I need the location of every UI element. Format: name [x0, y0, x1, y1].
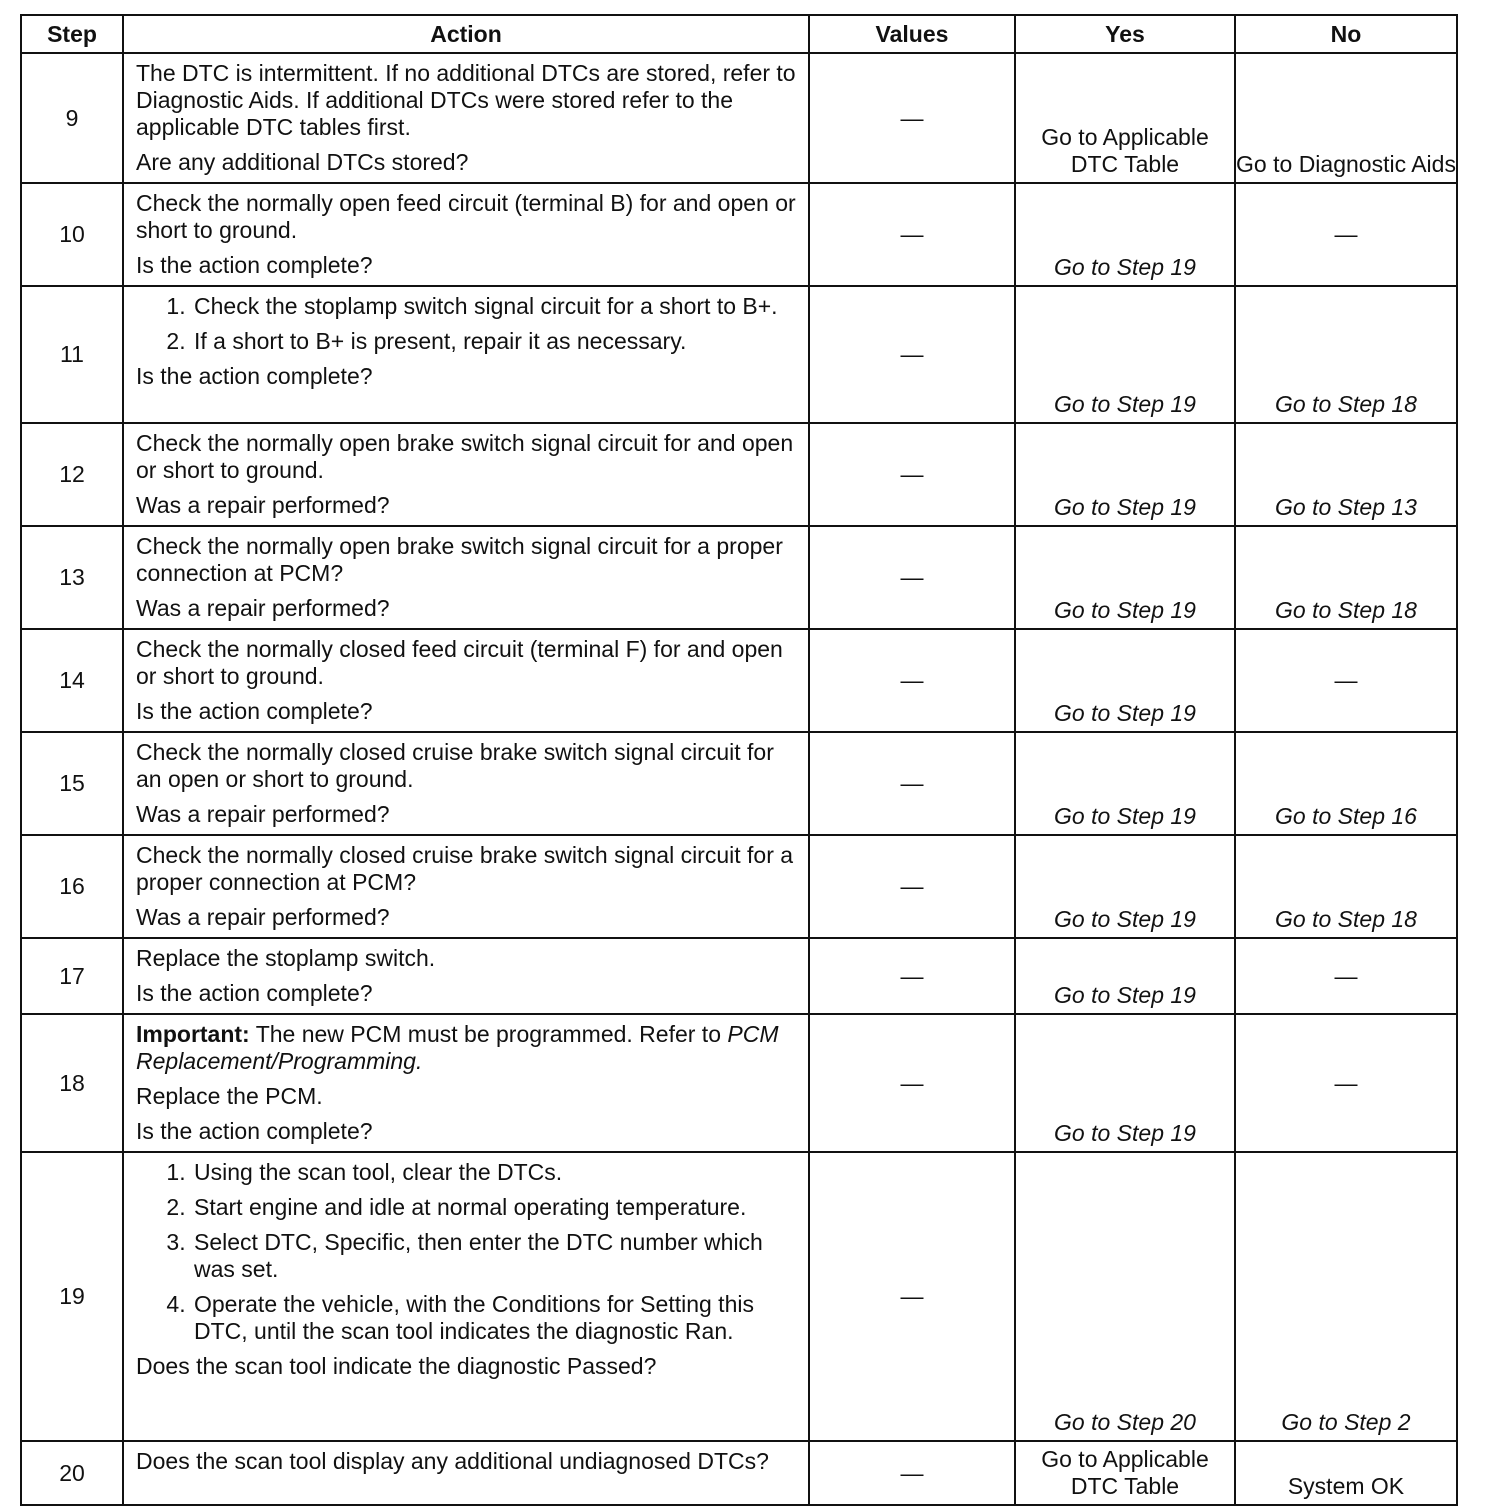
action-text: Check the normally open brake switch signal circuit for and open or short to ground. — [136, 430, 794, 483]
no-cell: System OK — [1235, 1441, 1457, 1505]
yes-cell: Go to Step 19 — [1015, 835, 1235, 938]
no-cell: Go to Diagnostic Aids — [1235, 53, 1457, 183]
action-cell — [123, 183, 809, 286]
values-cell: — — [809, 53, 1015, 183]
action-cell — [123, 423, 809, 526]
action-cell — [123, 53, 809, 183]
yes-cell: Go to Step 19 — [1015, 526, 1235, 629]
no-cell: Go to Step 18 — [1235, 286, 1457, 423]
no-cell: Go to Step 13 — [1235, 423, 1457, 526]
table-row-step-15 — [21, 732, 1457, 835]
step-number: 12 — [21, 423, 123, 526]
no-cell: Go to Step 18 — [1235, 526, 1457, 629]
no-cell: Go to Step 16 — [1235, 732, 1457, 835]
table-row-step-20 — [21, 1441, 1457, 1505]
table-row-step-11 — [21, 286, 1457, 423]
action-cell — [123, 1152, 809, 1441]
table-row-step-16 — [21, 835, 1457, 938]
action-text: Replace the PCM. — [136, 1083, 323, 1109]
values-cell: — — [809, 938, 1015, 1014]
values-cell: — — [809, 732, 1015, 835]
values-cell: — — [809, 526, 1015, 629]
action-cell — [123, 286, 809, 423]
table-row-step-10 — [21, 183, 1457, 286]
values-cell: — — [809, 286, 1015, 423]
action-question: Are any additional DTCs stored? — [136, 149, 469, 175]
yes-cell: Go to Step 20 — [1015, 1152, 1235, 1441]
step-number: 14 — [21, 629, 123, 732]
header-yes: Yes — [1015, 15, 1235, 53]
action-cell — [123, 629, 809, 732]
no-cell: — — [1235, 183, 1457, 286]
action-steps-list — [136, 1159, 796, 1345]
list-item: 1. Check the stoplamp switch signal circuit for a short to B+. — [192, 293, 796, 320]
yes-cell: Go to Step 19 — [1015, 423, 1235, 526]
values-cell: — — [809, 835, 1015, 938]
action-question: Does the scan tool display any additional undiagnosed DTCs? — [136, 1448, 769, 1474]
header-values: Values — [809, 15, 1015, 53]
list-item: 2. If a short to B+ is present, repair it as necessary. — [192, 328, 796, 355]
table-row-step-12 — [21, 423, 1457, 526]
list-item: 1. Using the scan tool, clear the DTCs. — [192, 1159, 796, 1186]
table-row-step-19 — [21, 1152, 1457, 1441]
important-reference: PCM Replacement/Programming. — [136, 1021, 779, 1074]
action-question: Does the scan tool indicate the diagnostic Passed? — [136, 1353, 657, 1379]
values-cell: — — [809, 423, 1015, 526]
yes-cell: Go to Step 19 — [1015, 183, 1235, 286]
action-cell — [123, 938, 809, 1014]
action-steps-list — [136, 293, 796, 355]
step-number: 18 — [21, 1014, 123, 1152]
step-number: 9 — [21, 53, 123, 183]
action-text: Replace the stoplamp switch. — [136, 945, 436, 971]
action-question: Was a repair performed? — [136, 904, 390, 930]
no-cell: Go to Step 18 — [1235, 835, 1457, 938]
header-no: No — [1235, 15, 1457, 53]
step-number: 13 — [21, 526, 123, 629]
no-cell: Go to Step 2 — [1235, 1152, 1457, 1441]
header-step: Step — [21, 15, 123, 53]
action-cell — [123, 732, 809, 835]
step-number: 19 — [21, 1152, 123, 1441]
table-row-step-18 — [21, 1014, 1457, 1152]
action-cell — [123, 526, 809, 629]
yes-cell: Go to Step 19 — [1015, 938, 1235, 1014]
step-number: 11 — [21, 286, 123, 423]
list-item: 3. Select DTC, Specific, then enter the DTC number which was set. — [192, 1229, 796, 1283]
header-row — [21, 15, 1457, 53]
step-number: 15 — [21, 732, 123, 835]
action-question: Is the action complete? — [136, 698, 373, 724]
yes-cell: Go to Applicable DTC Table — [1015, 1441, 1235, 1505]
table-row-step-13 — [21, 526, 1457, 629]
action-text: Check the normally closed cruise brake switch signal circuit for an open or short to ground. — [136, 739, 774, 792]
action-question: Was a repair performed? — [136, 801, 390, 827]
action-text: Check the normally closed cruise brake switch signal circuit for a proper connection at PCM? — [136, 842, 794, 895]
list-item: 2. Start engine and idle at normal operating temperature. — [192, 1194, 796, 1221]
values-cell: — — [809, 629, 1015, 732]
action-text: Check the normally open brake switch signal circuit for a proper connection at PCM? — [136, 533, 783, 586]
action-text: Check the normally closed feed circuit (terminal F) for and open or short to ground. — [136, 636, 783, 689]
important-note — [136, 1021, 796, 1075]
action-question: Is the action complete? — [136, 1118, 373, 1144]
action-cell — [123, 1014, 809, 1152]
action-question: Is the action complete? — [136, 363, 373, 389]
action-text: Check the normally open feed circuit (terminal B) for and open or short to ground. — [136, 190, 796, 243]
table-row-step-14 — [21, 629, 1457, 732]
table-row-step-17 — [21, 938, 1457, 1014]
values-cell: — — [809, 183, 1015, 286]
values-cell: — — [809, 1014, 1015, 1152]
values-cell: — — [809, 1152, 1015, 1441]
no-cell: — — [1235, 938, 1457, 1014]
action-question: Was a repair performed? — [136, 595, 390, 621]
no-cell: — — [1235, 1014, 1457, 1152]
no-cell: — — [1235, 629, 1457, 732]
step-number: 10 — [21, 183, 123, 286]
step-number: 17 — [21, 938, 123, 1014]
action-cell — [123, 835, 809, 938]
action-text: The DTC is intermittent. If no additional DTCs are stored, refer to Diagnostic Aids. If additional DTCs were stored refer to the applicable DTC tables first. — [136, 60, 796, 140]
action-cell — [123, 1441, 809, 1505]
yes-cell: Go to Step 19 — [1015, 286, 1235, 423]
yes-cell: Go to Applicable DTC Table — [1015, 53, 1235, 183]
header-action: Action — [123, 15, 809, 53]
important-label: Important: — [136, 1021, 250, 1047]
action-question: Was a repair performed? — [136, 492, 390, 518]
diagnostic-table — [20, 14, 1458, 1506]
yes-cell: Go to Step 19 — [1015, 629, 1235, 732]
action-question: Is the action complete? — [136, 980, 373, 1006]
yes-cell: Go to Step 19 — [1015, 732, 1235, 835]
step-number: 16 — [21, 835, 123, 938]
step-number: 20 — [21, 1441, 123, 1505]
action-question: Is the action complete? — [136, 252, 373, 278]
table-row-step-9 — [21, 53, 1457, 183]
list-item: 4. Operate the vehicle, with the Conditions for Setting this DTC, until the scan tool indicates the diagnostic Ran. — [192, 1291, 796, 1345]
values-cell: — — [809, 1441, 1015, 1505]
yes-cell: Go to Step 19 — [1015, 1014, 1235, 1152]
important-text: The new PCM must be programmed. Refer to — [255, 1021, 721, 1047]
